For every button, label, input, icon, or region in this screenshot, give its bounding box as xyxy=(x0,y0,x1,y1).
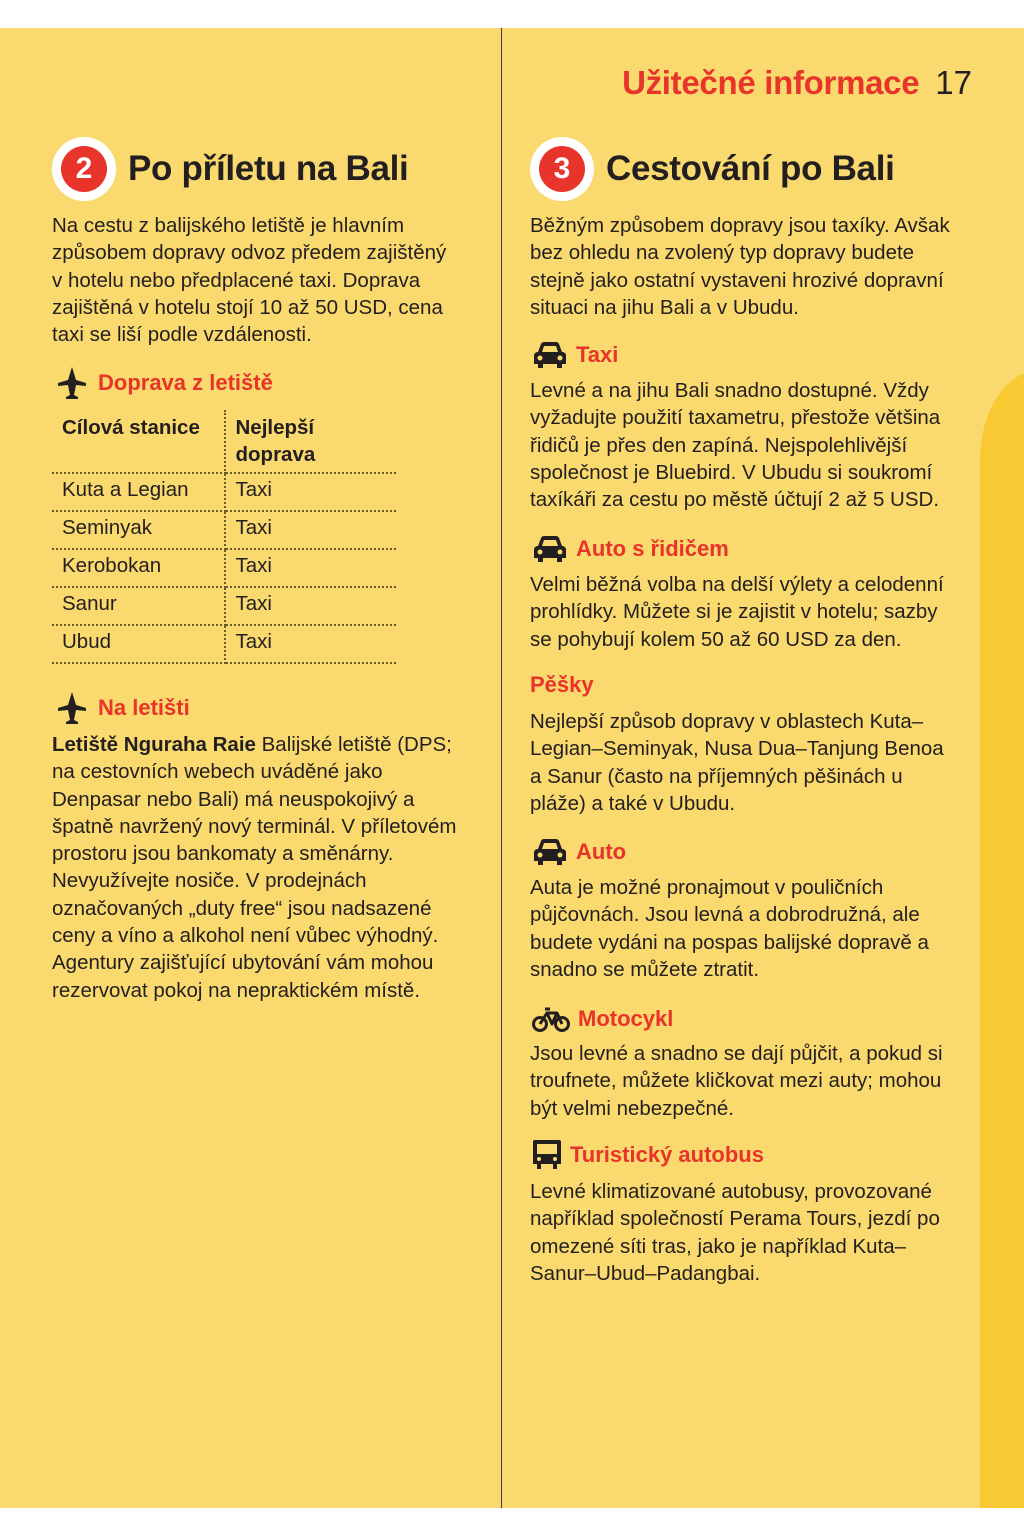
driver-text: Velmi běžná volba na delší výlety a celodenní prohlídky. Můžete si je zajistit v hotelu; sazby se pohybují kolem 50 až 60 USD za den. xyxy=(530,573,944,651)
table-cell: Ubud xyxy=(52,625,225,663)
taxi-text: Levné a na jihu Bali snadno dostupné. Vždy vyžadujte použití taxametru, přestože většina řidičů je přes den zapíná. Nejspolehlivější společnost je Bluebird. V Ubudu si soukromí taxíkáři za cestu po městě účtují 2 až 5 USD. xyxy=(530,379,941,512)
sub-label: Motocykl xyxy=(578,1006,674,1031)
right-intro: Běžným způsobem dopravy jsou taxíky. Avšak bez ohledu na zvolený typ dopravy budete stejně jako ostatní vystaveni hrozivé dopravní situaci na jihu Bali a v Ubudu. xyxy=(530,214,950,319)
table-cell: Sanur xyxy=(52,587,225,625)
section-title: Cestování po Bali xyxy=(606,149,895,188)
car-heading xyxy=(532,837,626,867)
airport-transport-heading xyxy=(54,367,273,399)
sub-label: Doprava z letiště xyxy=(98,370,273,395)
section-title: Po příletu na Bali xyxy=(128,149,409,188)
airplane-icon xyxy=(54,692,90,724)
running-header xyxy=(622,64,972,102)
table-row xyxy=(52,473,396,511)
table-cell: Kerobokan xyxy=(52,549,225,587)
table-cell: Kuta a Legian xyxy=(52,473,225,511)
sub-label: Na letišti xyxy=(98,695,190,720)
table-header: Nejlepší doprava xyxy=(225,410,397,473)
section-number-badge xyxy=(52,137,116,201)
header-title: Užitečné informace xyxy=(622,64,920,101)
airport-description: Balijské letiště (DPS; na cestovních webech uváděné jako Denpasar nebo Bali) má neuspokojivý a špatně navržený nový terminál. V příletovém prostoru jsou bankomaty a směnárny. Nevyužívejte nosiče. V prodejnách označovaných „duty free“ jsou nadsazené ceny a víno a alkohol není vůbec výhodný. Agentury zajišťující ubytování vám mohou rezervovat pokoj na nepraktickém místě. xyxy=(52,733,457,1002)
section-number: 2 xyxy=(61,146,107,192)
section-3-heading xyxy=(530,137,895,201)
motorbike-heading xyxy=(532,1004,673,1034)
table-cell: Taxi xyxy=(225,587,397,625)
at-airport-text xyxy=(52,731,464,1004)
bus-heading xyxy=(532,1138,764,1172)
section-2-heading xyxy=(52,137,408,201)
walking-text: Nejlepší způsob dopravy v oblastech Kuta–Legian–Seminyak, Nusa Dua–Tanjung Benoa a Sanur (často na příjemných pěšinách u pláže) a také v Ubudu. xyxy=(530,710,944,815)
table-header-row xyxy=(52,410,396,473)
bicycle-icon xyxy=(532,1004,570,1034)
table-cell: Taxi xyxy=(225,549,397,587)
sub-label: Pěšky xyxy=(530,672,594,697)
walking-heading xyxy=(530,672,594,698)
taxi-heading xyxy=(532,340,618,370)
table-cell: Taxi xyxy=(225,511,397,549)
motorbike-text: Jsou levné a snadno se dají půjčit, a pokud si troufnete, můžete kličkovat mezi auty; mohou být velmi nebezpečné. xyxy=(530,1042,943,1120)
airplane-icon xyxy=(54,367,90,399)
table-row xyxy=(52,511,396,549)
bus-icon xyxy=(532,1138,562,1172)
bus-text: Levné klimatizované autobusy, provozované například společností Perama Tours, jezdí po omezené síti tras, jako je například Kuta–Sanur–Ubud–Padangbai. xyxy=(530,1180,940,1285)
table-cell: Taxi xyxy=(225,625,397,663)
sub-label: Taxi xyxy=(576,342,619,367)
section-number-badge xyxy=(530,137,594,201)
table-cell: Taxi xyxy=(225,473,397,511)
destination-table xyxy=(52,410,396,664)
car-icon xyxy=(532,340,568,370)
table-row xyxy=(52,625,396,663)
driver-heading xyxy=(532,534,729,564)
edge-thumb-tab xyxy=(980,370,1024,1508)
car-icon xyxy=(532,837,568,867)
table-cell: Seminyak xyxy=(52,511,225,549)
column-divider xyxy=(501,28,502,1508)
sub-label: Turistický autobus xyxy=(570,1142,764,1167)
page-number: 17 xyxy=(935,64,972,101)
table-row xyxy=(52,587,396,625)
left-intro: Na cestu z balijského letiště je hlavním způsobem dopravy odvoz předem zajištěný v hotelu nebo předplacené taxi. Doprava zajištěná v hotelu stojí 10 až 50 USD, cena taxi se liší podle vzdálenosti. xyxy=(52,214,447,347)
sub-label: Auto xyxy=(576,839,627,864)
table-row xyxy=(52,549,396,587)
section-number: 3 xyxy=(539,146,585,192)
at-airport-heading xyxy=(54,692,190,724)
table-header: Cílová stanice xyxy=(52,410,225,473)
airport-name: Letiště Nguraha Raie xyxy=(52,733,256,756)
car-icon xyxy=(532,534,568,564)
car-text: Auta je možné pronajmout v pouličních půjčovnách. Jsou levná a dobrodružná, ale budete vydáni na pospas balijské dopravě a snadno se můžete ztratit. xyxy=(530,876,929,981)
sub-label: Auto s řidičem xyxy=(576,536,729,561)
